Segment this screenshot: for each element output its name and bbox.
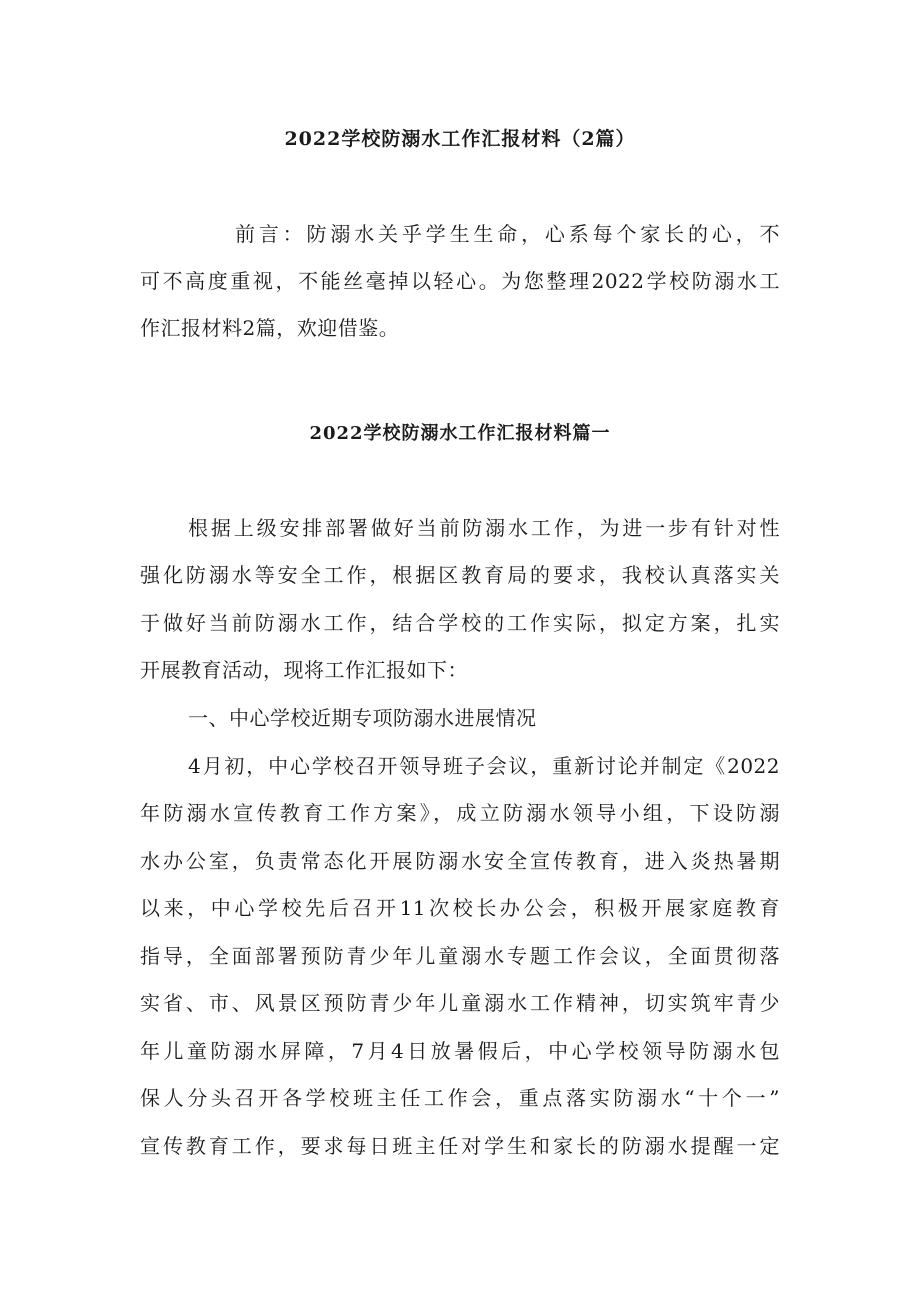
intro-line-2: 强化防溺水等安全工作，根据区教育局的要求，我校认真落实关: [140, 563, 780, 587]
heading-1: 一、中心学校近期专项防溺水进展情况: [188, 706, 537, 730]
section-title: 2022学校防溺水工作汇报材料篇一: [309, 423, 611, 444]
document-title: 2022学校防溺水工作汇报材料（2篇）: [284, 128, 636, 150]
intro-line-4: 开展教育活动，现将工作汇报如下：: [140, 658, 468, 682]
content-line-3: 水办公室，负责常态化开展防溺水安全宣传教育，进入炎热暑期: [140, 849, 780, 873]
content-line-6: 实省、市、风景区预防青少年儿童溺水工作精神，切实筑牢青少: [140, 991, 780, 1015]
preface-line-3: 作汇报材料2篇，欢迎借鉴。: [140, 316, 400, 340]
content-line-4: 以来，中心学校先后召开11次校长办公会，积极开展家庭教育: [140, 896, 780, 920]
intro-line-3: 于做好当前防溺水工作，结合学校的工作实际，拟定方案，扎实: [140, 611, 780, 635]
content-line-7: 年儿童防溺水屏障，7月4日放暑假后，中心学校领导防溺水包: [140, 1039, 780, 1063]
content-line-8: 保人分头召开各学校班主任工作会，重点落实防溺水“十个一”: [140, 1086, 780, 1110]
preface-line-1: 前言：防溺水关乎学生生命，心系每个家长的心，不: [235, 222, 780, 246]
content-line-5: 指导，全面部署预防青少年儿童溺水专题工作会议，全面贯彻落: [140, 944, 780, 968]
preface-line-2: 可不高度重视，不能丝毫掉以轻心。为您整理2022学校防溺水工: [140, 269, 780, 293]
content-line-9: 宣传教育工作，要求每日班主任对学生和家长的防溺水提醒一定: [140, 1134, 780, 1158]
intro-line-1: 根据上级安排部署做好当前防溺水工作，为进一步有针对性: [188, 516, 780, 540]
content-line-1: 4月初，中心学校召开领导班子会议，重新讨论并制定《2022: [188, 754, 780, 778]
content-line-2: 年防溺水宣传教育工作方案》，成立防溺水领导小组，下设防溺: [140, 801, 780, 825]
